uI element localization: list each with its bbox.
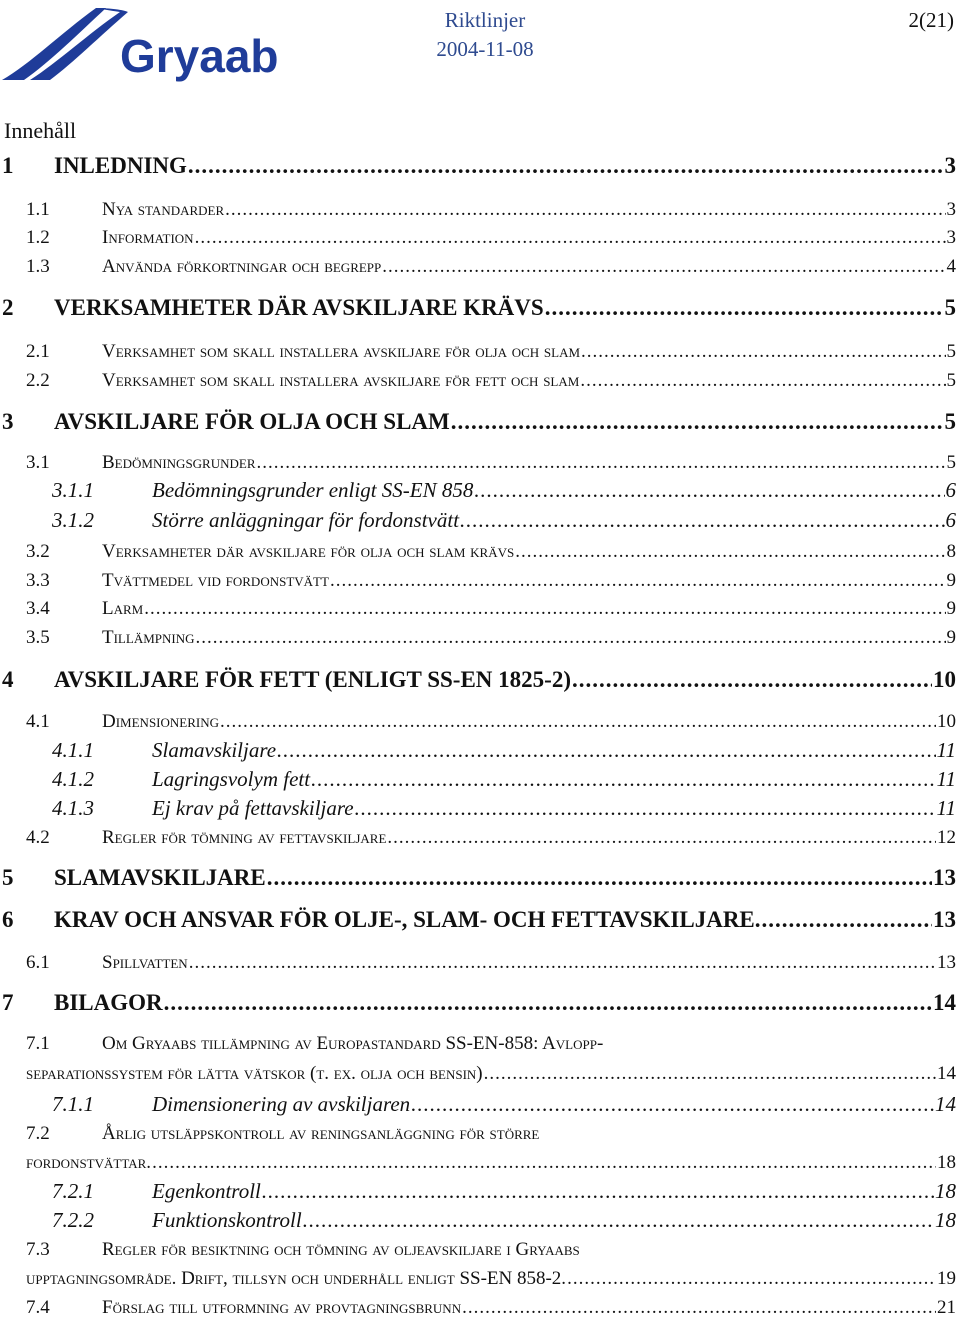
toc-leader-dots: [545, 295, 944, 321]
toc-entry-page: 21: [937, 1297, 956, 1318]
toc-entry-page: 6: [945, 478, 956, 502]
toc-entry-title: Funktionskontroll: [152, 1208, 302, 1232]
toc-entry-number: 4: [2, 667, 14, 692]
toc-leader-dots: [762, 907, 932, 933]
toc-entry-title: Verksamhet som skall installera avskiljare för olja och slam: [102, 341, 581, 362]
toc-entry-page: 5: [944, 409, 956, 434]
toc-entry-title: Spillvatten: [102, 952, 188, 973]
toc-entry-page: 12: [937, 827, 956, 848]
toc-entry-number: 3.2: [26, 541, 50, 562]
toc-leader-dots: [462, 1297, 936, 1319]
toc-entry[interactable]: [0, 627, 956, 649]
toc-entry-page: 9: [946, 627, 956, 648]
toc-entry[interactable]: [0, 1208, 956, 1233]
toc-entry[interactable]: [0, 667, 956, 693]
toc-entry-number: 3.5: [26, 627, 50, 648]
toc-entry[interactable]: [0, 409, 956, 435]
toc-entry[interactable]: [0, 907, 956, 933]
toc-leader-dots: [460, 508, 944, 533]
toc-entry[interactable]: [0, 711, 956, 733]
toc-entry-page: 19: [937, 1268, 956, 1289]
toc-entry[interactable]: [0, 452, 956, 474]
toc-entry-number: 5: [2, 865, 14, 890]
gryaab-logo: [0, 4, 300, 84]
toc-entry-number: 6.1: [26, 952, 50, 973]
toc-entry[interactable]: [26, 1063, 956, 1085]
toc-entry-title: Regler för besiktning och tömning av oljeavskiljare i Gryaabs: [102, 1239, 580, 1260]
toc-entry-page: 5: [946, 341, 956, 362]
toc-entry-number: 4.1.1: [52, 738, 94, 762]
toc-entry-title-continued: separationssystem för lätta vätskor (t. ex. olja och bensin): [26, 1063, 483, 1084]
toc-entry-number: 3.4: [26, 598, 50, 619]
toc-entry-first-line[interactable]: [26, 1239, 580, 1261]
toc-entry-title-continued: upptagningsområde. Drift, tillsyn och underhåll enligt SS-EN 858-2.: [26, 1268, 567, 1289]
toc-leader-dots: [311, 767, 935, 792]
toc-entry[interactable]: [0, 508, 956, 533]
toc-entry-first-line[interactable]: [26, 1033, 603, 1055]
toc-entry[interactable]: [0, 767, 956, 792]
toc-leader-dots: [330, 570, 946, 592]
toc-entry-title: AVSKILJARE FÖR FETT (ENLIGT SS-EN 1825-2): [54, 667, 571, 692]
toc-entry[interactable]: [0, 865, 956, 891]
toc-entry-title-continued: fordonstvättar.: [26, 1152, 152, 1173]
toc-entry-page: 3: [946, 199, 956, 220]
toc-entry-page: 18: [935, 1208, 956, 1232]
toc-entry[interactable]: [26, 1268, 956, 1290]
toc-entry-number: 3.1: [26, 452, 50, 473]
toc-entry[interactable]: [0, 1297, 956, 1319]
toc-entry-title: AVSKILJARE FÖR OLJA OCH SLAM: [54, 409, 450, 434]
toc-entry-page: 4: [946, 256, 956, 277]
toc-leader-dots: [225, 199, 945, 221]
toc-entry-number: 4.2: [26, 827, 50, 848]
toc-entry-number: 2.2: [26, 370, 50, 391]
toc-entry-title: Regler för tömning av fettavskiljare: [102, 827, 387, 848]
toc-entry-title: INLEDNING: [54, 153, 187, 178]
toc-entry-number: 7: [2, 990, 14, 1015]
toc-entry[interactable]: [0, 478, 956, 503]
toc-entry-page: 13: [933, 907, 956, 932]
toc-entry-title: Ej krav på fettavskiljare: [152, 796, 354, 820]
toc-leader-dots: [572, 667, 932, 693]
toc-entry[interactable]: [0, 738, 956, 763]
toc-entry-page: 14: [933, 990, 956, 1015]
toc-entry-page: 5: [946, 452, 956, 473]
toc-entry-number: 4.1.3: [52, 796, 94, 820]
toc-entry-title: Använda förkortningar och begrepp: [102, 256, 382, 277]
toc-entry-title: Dimensionering: [102, 711, 219, 732]
toc-leader-dots: [580, 370, 945, 392]
toc-entry-page: 14: [935, 1092, 956, 1116]
toc-entry[interactable]: [0, 370, 956, 392]
toc-leader-dots: [411, 1092, 934, 1117]
toc-leader-dots: [144, 598, 945, 620]
toc-entry-title: Nya standarder: [102, 199, 225, 220]
toc-entry[interactable]: [0, 199, 956, 221]
toc-entry-number: 7.4: [26, 1297, 50, 1318]
toc-entry-page: 9: [946, 570, 956, 591]
toc-entry-title: Lagringsvolym fett: [152, 767, 311, 791]
toc-entry-page: 8: [946, 541, 956, 562]
toc-entry-title: Verksamhet som skall installera avskiljare för fett och slam: [102, 370, 580, 391]
toc-entry-number: 3.3: [26, 570, 50, 591]
toc-entry-page: 10: [937, 711, 956, 732]
toc-entry-number: 1.2: [26, 227, 50, 248]
page-number: 2(21): [908, 8, 954, 32]
toc-leader-dots: [257, 452, 946, 474]
toc-leader-dots: [262, 1179, 934, 1204]
toc-leader-dots: [474, 478, 944, 503]
toc-entry-title: VERKSAMHETER DÄR AVSKILJARE KRÄVS: [54, 295, 544, 320]
toc-leader-dots: [515, 541, 945, 563]
toc-entry-page: 3: [944, 153, 956, 178]
toc-leader-dots: [267, 865, 932, 891]
toc-entry-number: 7.1: [26, 1033, 50, 1054]
toc-leader-dots: [164, 990, 932, 1016]
logo-wordmark: Gryaab: [120, 30, 279, 82]
toc-leader-dots: [581, 341, 945, 363]
toc-entry-title: Bedömningsgrunder: [102, 452, 256, 473]
toc-entry-number: 7.1.1: [52, 1092, 94, 1116]
toc-leader-dots: [152, 1152, 936, 1174]
toc-leader-dots: [355, 796, 936, 821]
toc-entry-page: 3: [946, 227, 956, 248]
toc-entry[interactable]: [0, 990, 956, 1016]
toc-leader-dots: [303, 1208, 934, 1233]
toc-leader-dots: [484, 1063, 936, 1085]
toc-entry[interactable]: [0, 1092, 956, 1117]
toc-entry-title: BILAGOR: [54, 990, 163, 1015]
toc-leader-dots: [195, 227, 946, 249]
toc-entry-title: Tillämpning: [102, 627, 195, 648]
toc-leader-dots: [189, 952, 936, 974]
toc-entry-page: 10: [933, 667, 956, 692]
toc-entry[interactable]: [0, 952, 956, 974]
toc-entry-page: 18: [937, 1152, 956, 1173]
toc-leader-dots: [451, 409, 944, 435]
toc-entry-number: 3.1.1: [52, 478, 94, 502]
toc-entry-title: Larm: [102, 598, 144, 619]
toc-entry[interactable]: [0, 256, 956, 278]
toc-entry-page: 5: [944, 295, 956, 320]
toc-entry-number: 7.2.1: [52, 1179, 94, 1203]
toc-entry-title: Bedömningsgrunder enligt SS-EN 858: [152, 478, 474, 502]
toc-leader-dots: [277, 738, 936, 763]
toc-entry-first-line[interactable]: [26, 1123, 539, 1145]
toc-entry-page: 11: [936, 796, 956, 820]
toc-entry-number: 6: [2, 907, 14, 932]
toc-entry[interactable]: [0, 295, 956, 321]
toc-entry-number: 4.1: [26, 711, 50, 732]
toc-entry-number: 3: [2, 409, 14, 434]
toc-entry[interactable]: [0, 598, 956, 620]
toc-leader-dots: [188, 153, 944, 179]
toc-entry-page: 5: [946, 370, 956, 391]
toc-heading: Innehåll: [4, 118, 77, 143]
toc-entry-page: 6: [945, 508, 956, 532]
toc-entry-title: Information: [102, 227, 194, 248]
toc-entry-number: 2.1: [26, 341, 50, 362]
toc-entry-number: 3.1.2: [52, 508, 94, 532]
toc-entry-page: 11: [936, 767, 956, 791]
toc-entry[interactable]: [0, 153, 956, 179]
toc-entry-number: 7.3: [26, 1239, 50, 1260]
toc-leader-dots: [196, 627, 946, 649]
toc-entry-title: Större anläggningar för fordonstvätt: [152, 508, 460, 532]
toc-entry-number: 1.1: [26, 199, 50, 220]
toc-leader-dots: [387, 827, 936, 849]
toc-entry-number: 7.2: [26, 1123, 50, 1144]
toc-entry-number: 4.1.2: [52, 767, 94, 791]
toc-entry-title: KRAV OCH ANSVAR FÖR OLJE-, SLAM- OCH FETTAVSKILJARE.: [54, 907, 761, 932]
toc-entry-number: 1.3: [26, 256, 50, 277]
toc-entry[interactable]: [0, 1179, 956, 1204]
toc-entry-title: Tvättmedel vid fordonstvätt: [102, 570, 329, 591]
toc-entry[interactable]: [26, 1152, 956, 1174]
toc-entry[interactable]: [0, 541, 956, 563]
toc-entry-title: Om Gryaabs tillämpning av Europastandard SS-EN-858: Avlopp-: [102, 1033, 604, 1054]
toc-entry-title: SLAMAVSKILJARE: [54, 865, 266, 890]
toc-leader-dots: [382, 256, 945, 278]
toc-entry-title: Slamavskiljare: [152, 738, 277, 762]
toc-leader-dots: [220, 711, 936, 733]
toc-leader-dots: [567, 1268, 936, 1290]
toc-entry-number: 7.2.2: [52, 1208, 94, 1232]
toc-entry-title: Förslag till utformning av provtagningsbrunn: [102, 1297, 462, 1318]
toc-entry[interactable]: [0, 827, 956, 849]
toc-entry-page: 14: [937, 1063, 956, 1084]
toc-entry-page: 18: [935, 1179, 956, 1203]
toc-entry-title: Dimensionering av avskiljaren: [152, 1092, 411, 1116]
toc-entry-page: 11: [936, 738, 956, 762]
toc-entry-title: Verksamheter där avskiljare för olja och slam krävs: [102, 541, 515, 562]
toc-entry[interactable]: [0, 570, 956, 592]
toc-entry[interactable]: [0, 341, 956, 363]
toc-entry-page: 9: [946, 598, 956, 619]
doc-date: 2004-11-08: [436, 37, 534, 61]
toc-entry-title: Årlig utsläppskontroll av reningsanläggning för större: [102, 1123, 540, 1144]
doc-type: Riktlinjer: [444, 8, 526, 32]
toc-entry-title: Egenkontroll: [152, 1179, 261, 1203]
toc-entry[interactable]: [0, 796, 956, 821]
toc-entry-number: 1: [2, 153, 14, 178]
toc-entry-page: 13: [937, 952, 956, 973]
document-header: [390, 6, 580, 64]
toc-entry[interactable]: [0, 227, 956, 249]
toc-entry-number: 2: [2, 295, 14, 320]
toc-entry-page: 13: [933, 865, 956, 890]
